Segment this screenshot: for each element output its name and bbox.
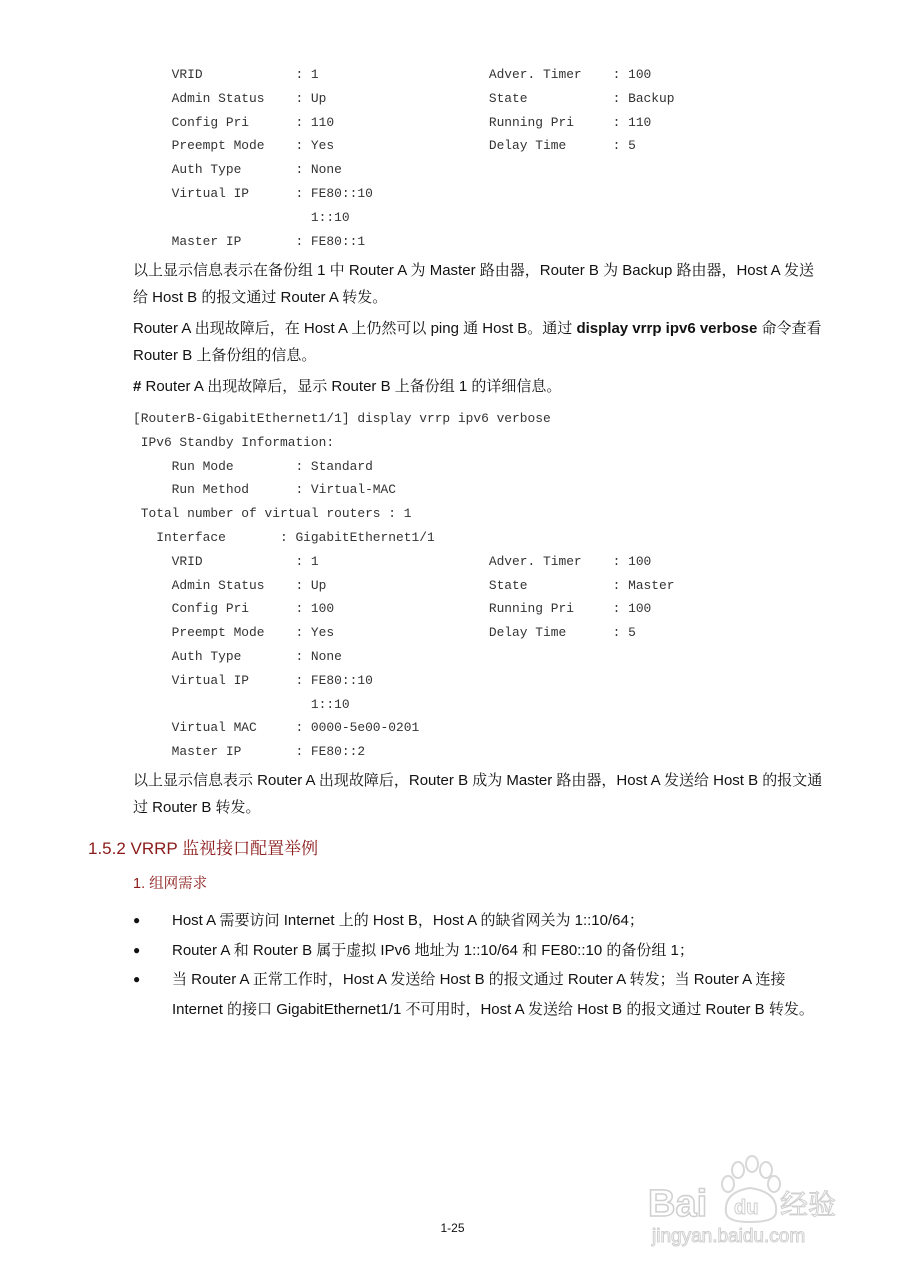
bullet-icon: ● xyxy=(133,972,141,987)
page-number: 1-25 xyxy=(440,1221,465,1235)
list-item: ● Router A 和 Router B 属于虚拟 IPv6 地址为 1::10/64 和 FE80::10 的备份组 1； xyxy=(133,936,823,966)
requirements-list xyxy=(133,906,823,1024)
bullet-icon: ● xyxy=(133,942,141,957)
subsection-heading: 1. 组网需求 xyxy=(133,876,208,892)
code-block-1: VRID : 1 Adver. Timer : 100 Admin Status : Up State : Backup Config Pri : 110 Running Pri : 110 Preempt Mode : Yes Delay Time : 5 Auth Type : None Virtual IP : FE80::10 1::10 Master IP : FE80::1 xyxy=(133,67,675,249)
list-item: ● 当 Router A 正常工作时，Host A 发送给 Host B 的报文通过 Router A 转发；当 Router A 连接 Internet 的接口 GigabitEthernet1/1 不可用时，Host A 发送给 Host B 的报文通过 Router B 转发。 xyxy=(133,965,823,1024)
list-item: ● Host A 需要访问 Internet 上的 Host B，Host A 的缺省网关为 1::10/64； xyxy=(133,906,823,936)
svg-text:jingyan.baidu.com: jingyan.baidu.com xyxy=(652,1226,806,1247)
paragraph-router-a-failure: Router A 出现故障后，在 Host A 上仍然可以 ping 通 Host B。通过 display vrrp ipv6 verbose 命令查看 Router B 上备份组的信息。 xyxy=(133,320,822,364)
bullet-icon: ● xyxy=(133,913,141,927)
paragraph-display-info: # Router A 出现故障后，显示 Router B 上备份组 1 的详细信息。 xyxy=(133,378,562,395)
command-text: display vrrp ipv6 verbose xyxy=(576,320,758,337)
paragraph-router-b-master: 以上显示信息表示 Router A 出现故障后，Router B 成为 Master 路由器，Host A 发送给 Host B 的报文通过 Router B 转发。 xyxy=(133,772,823,816)
section-heading: 1.5.2 VRRP 监视接口配置举例 xyxy=(88,839,319,858)
svg-text:Bai: Bai xyxy=(648,1183,708,1225)
svg-text:经验: 经验 xyxy=(780,1188,837,1221)
code-block-2: [RouterB-GigabitEthernet1/1] display vrrp ipv6 verbose IPv6 Standby Information: Run Mode : Standard Run Method : Virtual-MAC Total number of virtual routers : 1 Interface : GigabitEthernet1/1 VRID : 1 Adver. Timer : 100 Admin Status : Up State : Master Config Pri : 100 Running Pri : 100 Preempt Mode : Yes Delay Time : 5 Auth Type : None Virtual IP : FE80::10 1::10 Virtual MAC : 0000-5e00-0201 Master IP : FE80::2 xyxy=(133,411,675,760)
paragraph-router-a-master: 以上显示信息表示在备份组 1 中 Router A 为 Master 路由器，Router B 为 Backup 路由器，Host A 发送给 Host B 的报文通过 Router A 转发。 xyxy=(133,262,814,306)
svg-text:du: du xyxy=(734,1197,759,1219)
baidu-jingyan-watermark-logo xyxy=(640,1150,860,1250)
